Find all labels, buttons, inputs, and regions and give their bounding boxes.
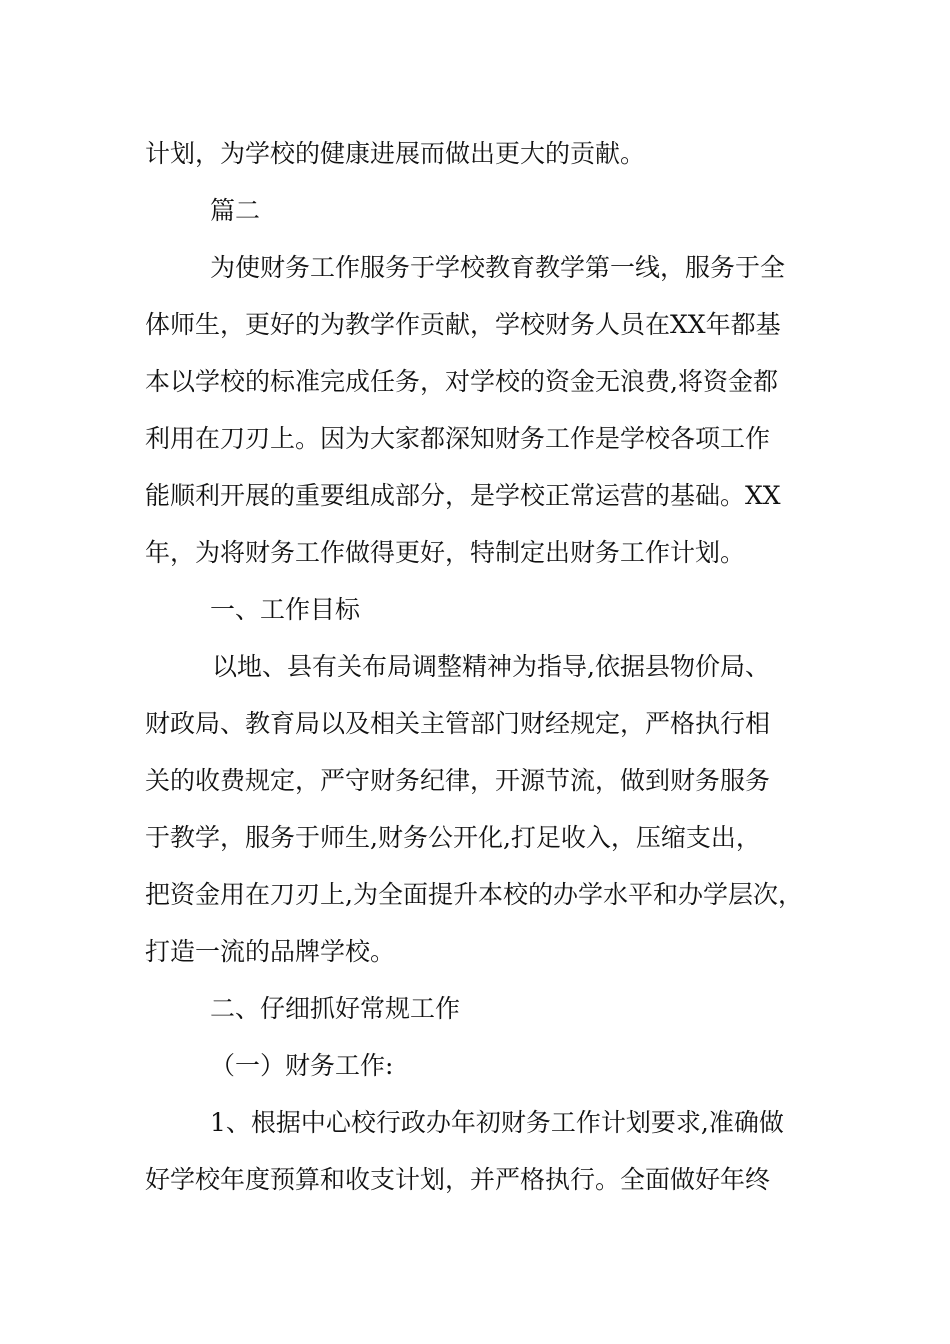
text-line: 年，为将财务工作做得更好，特制定出财务工作计划。 bbox=[145, 538, 746, 567]
text-line: 体师生，更好的为教学作贡献，学校财务人员在XX年都基 bbox=[145, 310, 781, 339]
text-line: 打造一流的品牌学校。 bbox=[145, 937, 396, 966]
text-line: 本以学校的标准完成任务，对学校的资金无浪费,将资金都 bbox=[145, 367, 778, 396]
section-heading: 一、工作目标 bbox=[210, 595, 361, 624]
text-line: 关的收费规定，严守财务纪律，开源节流，做到财务服务 bbox=[145, 766, 771, 795]
text-line: 为使财务工作服务于学校教育教学第一线，服务于全 bbox=[210, 253, 786, 282]
text-line: 以地、县有关布局调整精神为指导,依据县物价局、 bbox=[212, 652, 770, 681]
text-line: 利用在刀刃上。因为大家都深知财务工作是学校各项工作 bbox=[145, 424, 771, 453]
text-line: 于教学，服务于师生,财务公开化,打足收入，压缩支出， bbox=[145, 823, 761, 852]
text-line: 把资金用在刀刃上,为全面提升本校的办学水平和办学层次， bbox=[145, 880, 803, 909]
text-line: 1、根据中心校行政办年初财务工作计划要求,准确做 bbox=[210, 1108, 784, 1137]
text-line: 能顺利开展的重要组成部分，是学校正常运营的基础。XX bbox=[145, 481, 781, 510]
section-heading: 二、仔细抓好常规工作 bbox=[210, 994, 461, 1023]
text-line: 财政局、教育局以及相关主管部门财经规定，严格执行相 bbox=[145, 709, 771, 738]
text-line: 计划，为学校的健康进展而做出更大的贡献。 bbox=[145, 139, 646, 168]
text-line: 好学校年度预算和收支计划，并严格执行。全面做好年终 bbox=[145, 1165, 771, 1194]
section-heading: 篇二 bbox=[210, 196, 261, 225]
subsection-heading: （一）财务工作: bbox=[210, 1051, 394, 1080]
